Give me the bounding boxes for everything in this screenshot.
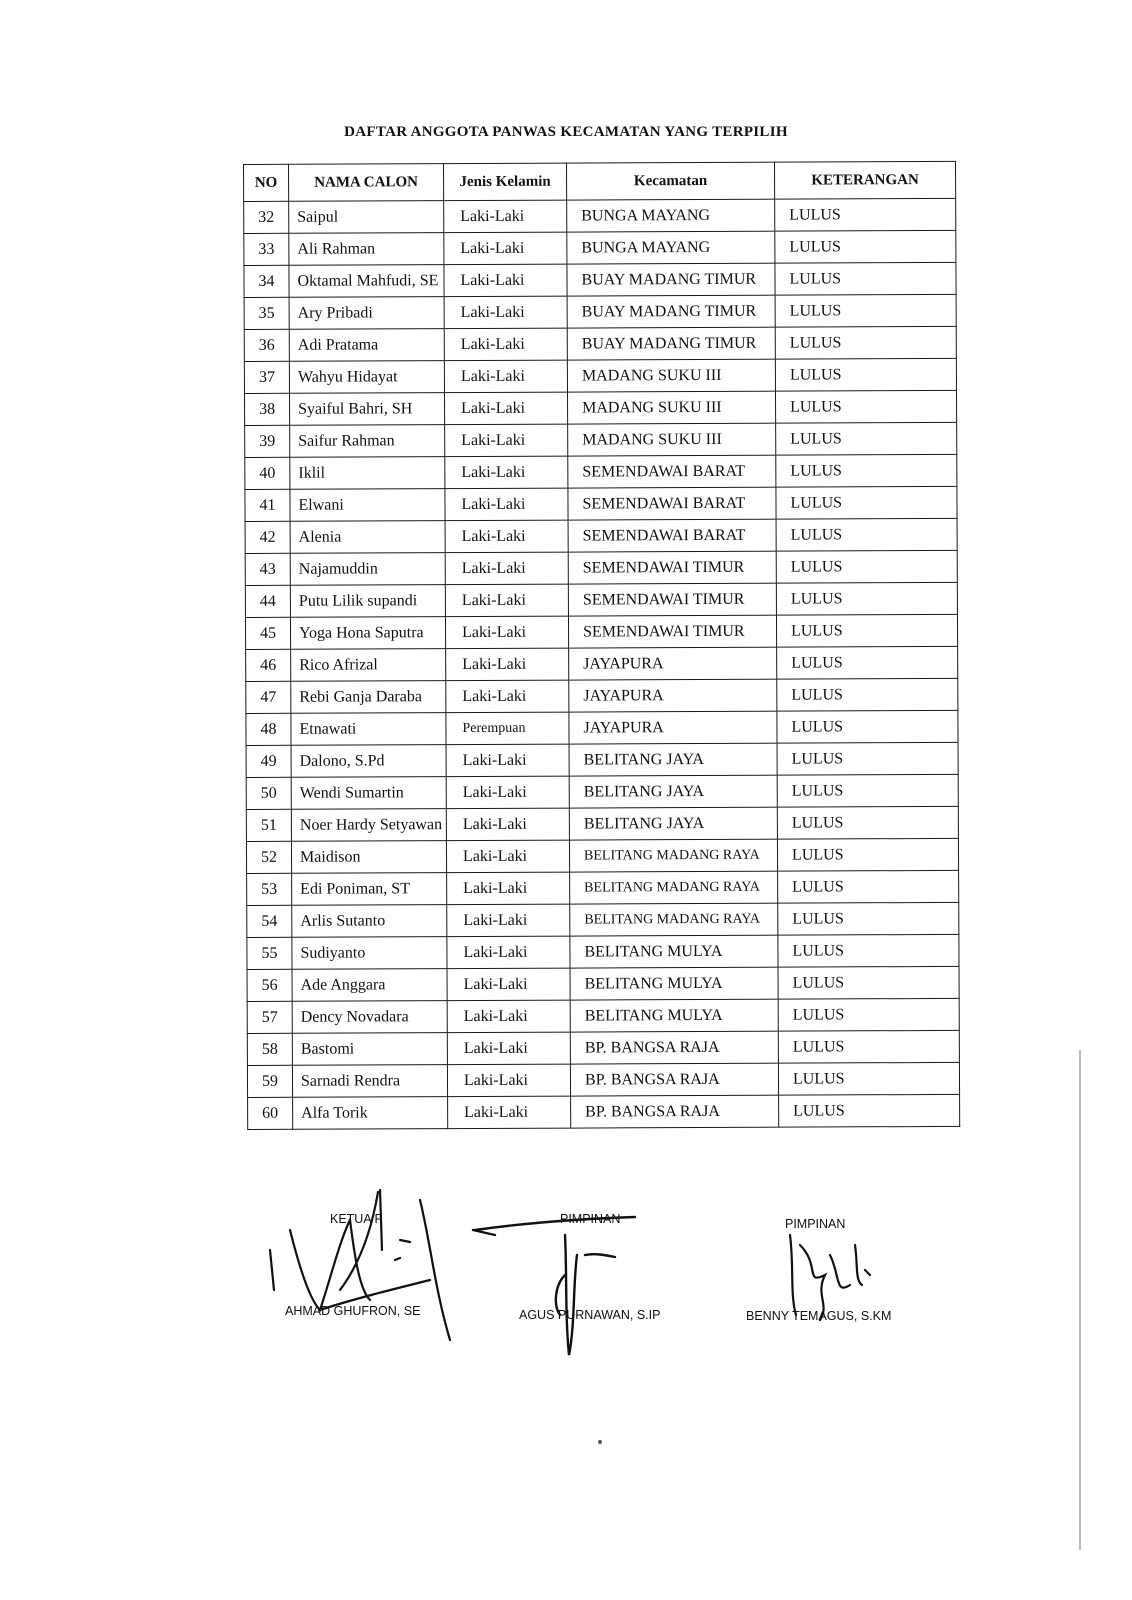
table-row [247,1030,959,1065]
handwritten-signature-middle [465,1195,665,1365]
cell-nama-calon: Iklil [290,457,445,490]
cell-jenis-kelamin: Laki-Laki [445,456,568,489]
cell-kecamatan: BUAY MADANG TIMUR [567,263,775,296]
cell-kecamatan: MADANG SUKU III [567,391,775,424]
cell-keterangan: LULUS [775,358,956,391]
table-row [246,646,958,681]
cell-kecamatan: SEMENDAWAI TIMUR [568,583,776,616]
cell-no: 34 [244,265,289,297]
table-row [246,710,958,745]
cell-kecamatan: SEMENDAWAI BARAT [568,519,776,552]
cell-keterangan: LULUS [778,934,959,967]
cell-no: 42 [245,521,290,553]
cell-kecamatan: BELITANG JAYA [569,775,777,808]
cell-keterangan: LULUS [778,998,959,1031]
handwritten-signature-right [770,1225,890,1335]
signature-right-name: BENNY TEMAGUS, S.KM [746,1309,892,1323]
cell-no: 59 [247,1065,292,1097]
cell-keterangan: LULUS [778,870,959,903]
table-header-row [244,161,956,201]
cell-jenis-kelamin: Laki-Laki [444,200,567,233]
signature-right-role: PIMPINAN [785,1217,846,1231]
cell-kecamatan: BELITANG MADANG RAYA [569,839,777,872]
cell-kecamatan: BELITANG MULYA [570,999,778,1032]
cell-jenis-kelamin: Perempuan [446,712,569,745]
cell-nama-calon: Rico Afrizal [291,649,446,682]
cell-no: 50 [246,777,291,809]
cell-nama-calon: Wendi Sumartin [291,777,446,810]
cell-keterangan: LULUS [775,390,956,423]
cell-keterangan: LULUS [776,518,957,551]
cell-no: 56 [247,969,292,1001]
cell-kecamatan: BELITANG MADANG RAYA [570,871,778,904]
cell-jenis-kelamin: Laki-Laki [447,936,570,969]
cell-kecamatan: MADANG SUKU III [567,359,775,392]
cell-no: 49 [246,745,291,777]
table-row [247,870,959,905]
table-row [247,902,959,937]
table-row [245,550,957,585]
header-nama-calon: NAMA CALON [289,164,444,202]
cell-no: 57 [247,1001,292,1033]
cell-keterangan: LULUS [776,486,957,519]
cell-no: 54 [247,905,292,937]
header-kecamatan: Kecamatan [566,162,774,200]
table-row [244,262,956,297]
cell-keterangan: LULUS [778,1030,959,1063]
cell-jenis-kelamin: Laki-Laki [446,808,569,841]
cell-jenis-kelamin: Laki-Laki [445,520,568,553]
cell-nama-calon: Bastomi [292,1033,447,1066]
cell-nama-calon: Rebi Ganja Daraba [291,681,446,714]
cell-no: 48 [246,713,291,745]
header-keterangan: KETERANGAN [774,161,955,199]
cell-no: 43 [245,553,290,585]
cell-jenis-kelamin: Laki-Laki [444,328,567,361]
cell-kecamatan: JAYAPURA [569,679,777,712]
cell-jenis-kelamin: Laki-Laki [445,424,568,457]
cell-no: 55 [247,937,292,969]
cell-keterangan: LULUS [777,678,958,711]
cell-nama-calon: Saipul [289,201,444,234]
table-row [245,390,957,425]
cell-keterangan: LULUS [775,262,956,295]
cell-keterangan: LULUS [777,742,958,775]
cell-keterangan: LULUS [779,1094,960,1127]
cell-keterangan: LULUS [776,582,957,615]
table-row [244,326,956,361]
signature-middle-role: PIMPINAN [560,1212,621,1226]
cell-jenis-kelamin: Laki-Laki [445,488,568,521]
table-row [246,678,958,713]
cell-keterangan: LULUS [775,294,956,327]
cell-no: 52 [246,841,291,873]
cell-nama-calon: Ali Rahman [289,233,444,266]
cell-no: 51 [246,809,291,841]
cell-jenis-kelamin: Laki-Laki [448,1096,571,1129]
cell-kecamatan: BELITANG MULYA [570,935,778,968]
cell-nama-calon: Dalono, S.Pd [291,745,446,778]
cell-jenis-kelamin: Laki-Laki [447,1064,570,1097]
cell-nama-calon: Noer Hardy Setyawan [291,809,446,842]
cell-nama-calon: Elwani [290,489,445,522]
cell-keterangan: LULUS [777,838,958,871]
table-row [244,198,956,233]
cell-jenis-kelamin: Laki-Laki [446,840,569,873]
cell-no: 32 [244,201,289,233]
cell-jenis-kelamin: Laki-Laki [445,584,568,617]
cell-nama-calon: Yoga Hona Saputra [290,617,445,650]
cell-keterangan: LULUS [777,774,958,807]
cell-no: 38 [245,393,290,425]
cell-kecamatan: BUNGA MAYANG [567,231,775,264]
cell-nama-calon: Sarnadi Rendra [292,1065,447,1098]
cell-nama-calon: Adi Pratama [289,329,444,362]
cell-keterangan: LULUS [776,614,957,647]
cell-nama-calon: Etnawati [291,713,446,746]
cell-jenis-kelamin: Laki-Laki [447,968,570,1001]
cell-nama-calon: Ade Anggara [292,969,447,1002]
signature-left-name: AHMAD GHUFRON, SE [285,1304,421,1318]
cell-kecamatan: BELITANG JAYA [569,743,777,776]
cell-no: 47 [246,681,291,713]
cell-kecamatan: BP. BANGSA RAJA [570,1031,778,1064]
cell-nama-calon: Ary Pribadi [289,297,444,330]
cell-nama-calon: Maidison [291,841,446,874]
cell-jenis-kelamin: Laki-Laki [444,264,567,297]
table-row [245,582,957,617]
cell-keterangan: LULUS [778,902,959,935]
cell-no: 39 [245,425,290,457]
cell-no: 45 [245,617,290,649]
cell-jenis-kelamin: Laki-Laki [447,904,570,937]
cell-nama-calon: Edi Poniman, ST [292,873,447,906]
cell-no: 33 [244,233,289,265]
table-row [247,934,959,969]
scan-edge-line [1079,1050,1081,1550]
cell-jenis-kelamin: Laki-Laki [445,552,568,585]
cell-nama-calon: Alenia [290,521,445,554]
cell-no: 53 [247,873,292,905]
table-row [247,1062,959,1097]
cell-jenis-kelamin: Laki-Laki [447,1032,570,1065]
table-row [248,1094,960,1129]
signature-middle-name: AGUS PURNAWAN, S.IP [519,1308,661,1322]
table-row [246,742,958,777]
cell-nama-calon: Wahyu Hidayat [289,361,444,394]
table-row [244,358,956,393]
cell-jenis-kelamin: Laki-Laki [444,232,567,265]
header-jenis-kelamin: Jenis Kelamin [444,163,567,201]
cell-no: 46 [246,649,291,681]
cell-jenis-kelamin: Laki-Laki [445,616,568,649]
cell-keterangan: LULUS [775,230,956,263]
cell-keterangan: LULUS [777,710,958,743]
cell-keterangan: LULUS [776,454,957,487]
cell-no: 40 [245,457,290,489]
table-row [246,838,958,873]
table-body [244,198,960,1129]
cell-kecamatan: BELITANG MADANG RAYA [570,903,778,936]
cell-nama-calon: Sudiyanto [292,937,447,970]
cell-kecamatan: BUAY MADANG TIMUR [567,327,775,360]
cell-nama-calon: Putu Lilik supandi [290,585,445,618]
cell-no: 41 [245,489,290,521]
document-title: DAFTAR ANGGOTA PANWAS KECAMATAN YANG TERPILIH [344,124,788,140]
cell-kecamatan: BP. BANGSA RAJA [570,1063,778,1096]
cell-kecamatan: MADANG SUKU III [568,423,776,456]
cell-keterangan: LULUS [778,966,959,999]
cell-kecamatan: SEMENDAWAI TIMUR [568,551,776,584]
table-row [246,806,958,841]
cell-kecamatan: JAYAPURA [569,647,777,680]
cell-nama-calon: Alfa Torik [293,1097,448,1130]
cell-jenis-kelamin: Laki-Laki [446,776,569,809]
cell-no: 58 [247,1033,292,1065]
cell-nama-calon: Dency Novadara [292,1001,447,1034]
table-row [245,518,957,553]
cell-kecamatan: SEMENDAWAI BARAT [568,455,776,488]
cell-kecamatan: JAYAPURA [569,711,777,744]
cell-kecamatan: SEMENDAWAI BARAT [568,487,776,520]
cell-no: 44 [245,585,290,617]
cell-keterangan: LULUS [777,806,958,839]
table-row [246,774,958,809]
table-row [245,486,957,521]
cell-no: 37 [244,361,289,393]
table-row [245,454,957,489]
ink-dot [598,1440,602,1444]
cell-kecamatan: BUAY MADANG TIMUR [567,295,775,328]
cell-nama-calon: Najamuddin [290,553,445,586]
cell-nama-calon: Oktamal Mahfudi, SE [289,265,444,298]
cell-no: 36 [244,329,289,361]
cell-keterangan: LULUS [778,1062,959,1095]
cell-nama-calon: Arlis Sutanto [292,905,447,938]
handwritten-signature-left [260,1180,480,1350]
cell-jenis-kelamin: Laki-Laki [446,744,569,777]
cell-nama-calon: Saifur Rahman [290,425,445,458]
cell-jenis-kelamin: Laki-Laki [446,680,569,713]
header-no: NO [244,164,289,201]
cell-jenis-kelamin: Laki-Laki [444,296,567,329]
cell-jenis-kelamin: Laki-Laki [446,648,569,681]
cell-jenis-kelamin: Laki-Laki [447,1000,570,1033]
table-row [245,614,957,649]
cell-keterangan: LULUS [775,326,956,359]
cell-keterangan: LULUS [775,198,956,231]
cell-jenis-kelamin: Laki-Laki [444,392,567,425]
candidate-table [243,161,960,1130]
cell-nama-calon: Syaiful Bahri, SH [290,393,445,426]
cell-keterangan: LULUS [776,422,957,455]
cell-jenis-kelamin: Laki-Laki [444,360,567,393]
cell-no: 35 [244,297,289,329]
cell-kecamatan: SEMENDAWAI TIMUR [568,615,776,648]
cell-kecamatan: BP. BANGSA RAJA [571,1095,779,1128]
cell-keterangan: LULUS [777,646,958,679]
cell-kecamatan: BELITANG JAYA [569,807,777,840]
table-row [244,294,956,329]
cell-keterangan: LULUS [776,550,957,583]
cell-no: 60 [248,1097,293,1129]
signature-left-role: KETUA P [330,1212,383,1226]
table-row [245,422,957,457]
cell-jenis-kelamin: Laki-Laki [447,872,570,905]
cell-kecamatan: BUNGA MAYANG [567,199,775,232]
table-row [247,966,959,1001]
table-row [247,998,959,1033]
table-row [244,230,956,265]
cell-kecamatan: BELITANG MULYA [570,967,778,1000]
